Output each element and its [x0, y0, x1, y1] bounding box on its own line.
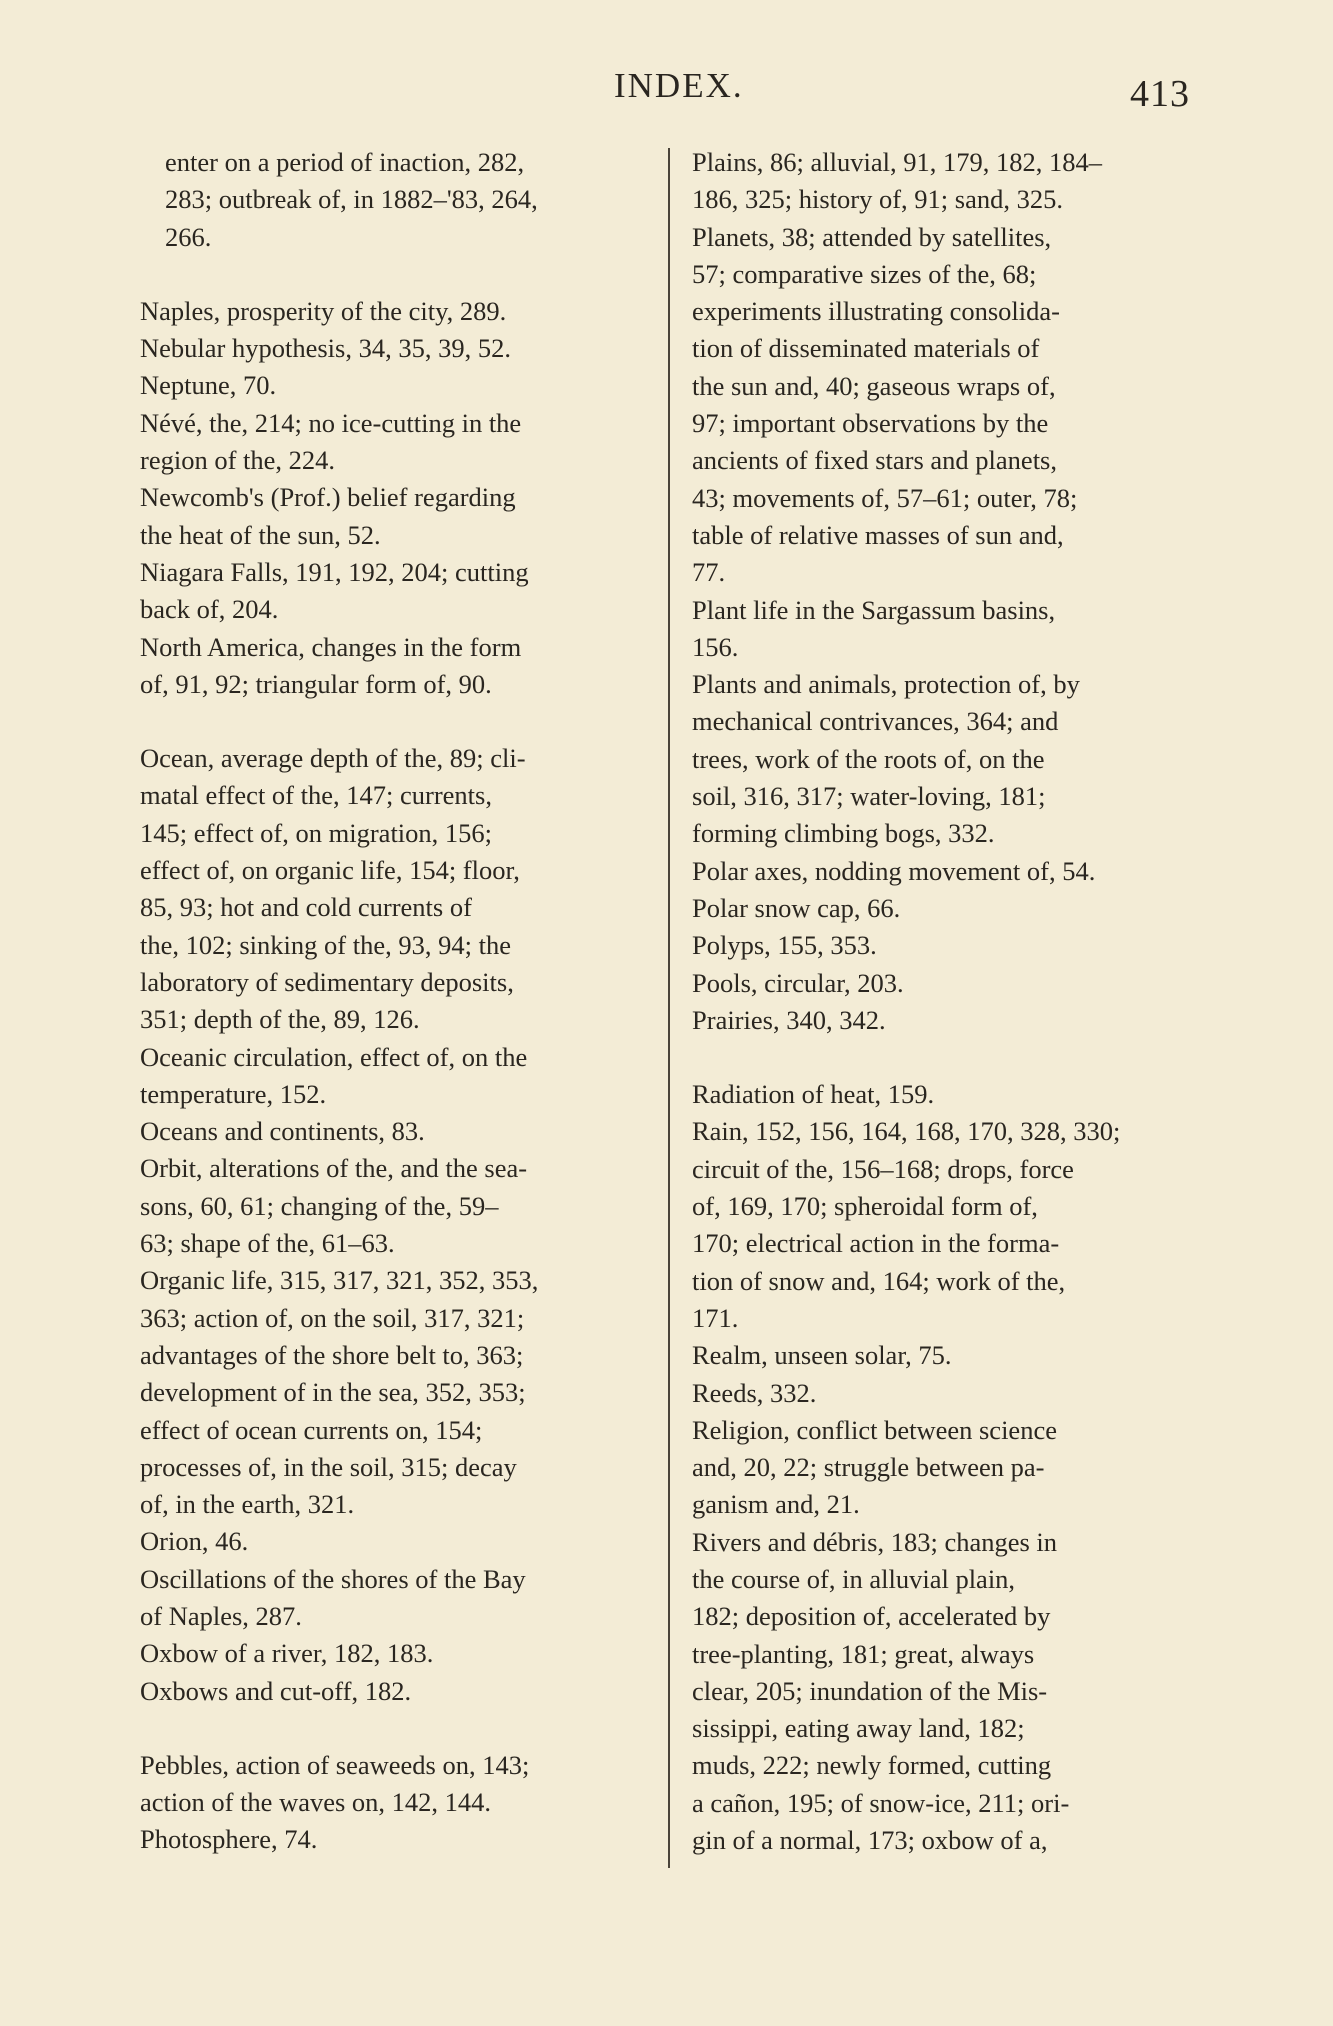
index-entry-line: Orbit, alterations of the, and the sea-: [140, 1153, 528, 1184]
index-entry-line: 77.: [692, 557, 726, 588]
index-entry-line: mechanical contrivances, 364; and: [692, 706, 1059, 737]
index-entry-line: Névé, the, 214; no ice-cutting in the: [140, 407, 522, 438]
index-entry-line: laboratory of sedimentary deposits,: [140, 966, 514, 997]
index-entry-line: Neptune, 70.: [140, 370, 277, 401]
index-entry-line: Plains, 86; alluvial, 91, 179, 182, 184–: [692, 147, 1102, 177]
index-entry-line: the course of, in alluvial plain,: [692, 1563, 1016, 1594]
index-entry: [692, 1412, 1197, 1524]
index-entry-line: 85, 93; hot and cold currents of: [140, 892, 472, 923]
index-entry-line: muds, 222; newly formed, cutting: [692, 1750, 1052, 1781]
index-entry-line: Rivers and débris, 183; changes in: [692, 1526, 1058, 1557]
index-entry-line: 182; deposition of, accelerated by: [692, 1601, 1051, 1632]
index-entry-line: effect of, on organic life, 154; floor,: [140, 855, 520, 886]
index-entry: [140, 405, 655, 480]
index-entry-line: the sun and, 40; gaseous wraps of,: [692, 370, 1056, 401]
index-entry: [692, 1337, 1197, 1374]
index-entry-line: 97; important observations by the: [692, 408, 1049, 439]
index-entry-line: Oscillations of the shores of the Bay: [140, 1563, 526, 1594]
index-entry: [692, 1375, 1197, 1412]
index-entry: [692, 666, 1197, 852]
index-entry: [140, 1821, 655, 1858]
index-entry-line: Pebbles, action of seaweeds on, 143;: [140, 1749, 530, 1780]
index-entry-line: table of relative masses of sun and,: [692, 519, 1064, 550]
index-entry-line: Polar axes, nodding movement of, 54.: [692, 855, 1096, 886]
index-entry: [140, 1635, 655, 1672]
index-entry-line: a cañon, 195; of snow-ice, 211; ori-: [692, 1787, 1070, 1818]
index-entry-line: Naples, prosperity of the city, 289.: [140, 295, 507, 326]
index-entry: [140, 1150, 655, 1262]
index-entry-line: Religion, conflict between science: [692, 1414, 1057, 1445]
index-entry-line: circuit of the, 156–168; drops, force: [692, 1153, 1074, 1184]
column-divider-rule: [668, 148, 670, 1868]
index-column-left: [140, 144, 655, 1859]
index-entry-line: action of the waves on, 142, 144.: [140, 1787, 492, 1818]
index-entry: [692, 927, 1197, 964]
index-entry-line: Plant life in the Sargassum basins,: [692, 594, 1056, 625]
index-entry-line: back of, 204.: [140, 594, 279, 625]
index-entry: [692, 592, 1197, 667]
index-entry-line: Pools, circular, 203.: [692, 967, 904, 998]
index-entry: [140, 1747, 655, 1822]
index-entry: [140, 144, 655, 256]
index-entry-line: ganism and, 21.: [692, 1489, 860, 1520]
index-entry-line: sissippi, eating away land, 182;: [692, 1713, 1025, 1744]
index-entry-line: Polar snow cap, 66.: [692, 892, 901, 923]
index-entry: [140, 293, 655, 330]
index-entry-line: tion of snow and, 164; work of the,: [692, 1265, 1066, 1296]
index-entry-line: Radiation of heat, 159.: [692, 1079, 935, 1110]
index-entry-line: processes of, in the soil, 315; decay: [140, 1451, 517, 1482]
index-entry: [140, 554, 655, 629]
index-entry-line: ancients of fixed stars and planets,: [692, 445, 1057, 476]
index-entry: [140, 1523, 655, 1560]
index-entry: [140, 740, 655, 1038]
index-entry: [140, 367, 655, 404]
index-entry-line: Oceans and continents, 83.: [140, 1116, 425, 1147]
index-entry-line: 57; comparative sizes of the, 68;: [692, 258, 1037, 289]
index-entry-line: 170; electrical action in the forma-: [692, 1228, 1060, 1259]
index-entry-line: Realm, unseen solar, 75.: [692, 1340, 952, 1371]
index-entry-line: Reeds, 332.: [692, 1377, 817, 1408]
index-entry-line: effect of ocean currents on, 154;: [140, 1414, 483, 1445]
index-entry-line: soil, 316, 317; water-loving, 181;: [692, 781, 1046, 812]
index-entry: [692, 890, 1197, 927]
index-entry-line: the, 102; sinking of the, 93, 94; the: [140, 929, 511, 960]
index-entry: [140, 330, 655, 367]
index-entry-line: Rain, 152, 156, 164, 168, 170, 328, 330;: [692, 1116, 1121, 1147]
index-entry-line: Orion, 46.: [140, 1526, 249, 1557]
index-entry: [140, 1262, 655, 1523]
index-entry-line: Ocean, average depth of the, 89; cli-: [140, 743, 526, 774]
index-column-right: [692, 144, 1197, 1859]
index-entry: [692, 1002, 1197, 1039]
index-entry-line: 156.: [692, 631, 739, 662]
index-entry: [692, 853, 1197, 890]
index-entry-line: 63; shape of the, 61–63.: [140, 1228, 395, 1259]
index-entry-line: and, 20, 22; struggle between pa-: [692, 1452, 1045, 1483]
index-entry-line: 283; outbreak of, in 1882–'83, 264,: [165, 184, 538, 215]
index-entry-line: Photosphere, 74.: [140, 1824, 318, 1855]
index-entry-line: of, 91, 92; triangular form of, 90.: [140, 668, 492, 699]
index-entry-line: tree-planting, 181; great, always: [692, 1638, 1035, 1669]
index-entry-line: clear, 205; inundation of the Mis-: [692, 1675, 1048, 1706]
page-header: [0, 66, 1333, 116]
index-entry: [692, 1524, 1197, 1860]
index-entry-line: forming climbing bogs, 332.: [692, 818, 995, 849]
index-entry-line: Nebular hypothesis, 34, 35, 39, 52.: [140, 333, 511, 364]
index-entry-line: Newcomb's (Prof.) belief regarding: [140, 482, 516, 513]
index-entry-line: the heat of the sun, 52.: [140, 519, 381, 550]
index-entry-line: trees, work of the roots of, on the: [692, 743, 1045, 774]
index-entry-line: advantages of the shore belt to, 363;: [140, 1339, 524, 1370]
index-entry-line: Plants and animals, protection of, by: [692, 669, 1080, 700]
index-entry-line: region of the, 224.: [140, 445, 336, 476]
index-entry-line: 363; action of, on the soil, 317, 321;: [140, 1302, 525, 1333]
page-number: 413: [1130, 73, 1190, 115]
index-entry-line: 186, 325; history of, 91; sand, 325.: [692, 184, 1063, 215]
index-entry-line: of, 169, 170; spheroidal form of,: [692, 1191, 1038, 1222]
index-entry: [692, 965, 1197, 1002]
index-entry-line: sons, 60, 61; changing of the, 59–: [140, 1190, 499, 1221]
index-entry-line: of Naples, 287.: [140, 1600, 302, 1631]
index-entry-line: Polyps, 155, 353.: [692, 930, 877, 961]
index-entry-line: development of in the sea, 352, 353;: [140, 1377, 526, 1408]
index-entry-line: Oxbow of a river, 182, 183.: [140, 1638, 434, 1669]
index-entry-line: 266.: [165, 221, 212, 252]
index-entry-line: temperature, 152.: [140, 1078, 327, 1109]
index-entry-line: 43; movements of, 57–61; outer, 78;: [692, 482, 1078, 513]
index-entry-line: 351; depth of the, 89, 126.: [140, 1004, 420, 1035]
index-entry: [140, 1113, 655, 1150]
index-entry: [692, 1113, 1197, 1337]
index-entry-line: experiments illustrating consolida-: [692, 296, 1060, 327]
index-entry-line: matal effect of the, 147; currents,: [140, 780, 492, 811]
index-entry: [140, 1039, 655, 1114]
index-entry: [692, 144, 1197, 219]
index-entry: [692, 1076, 1197, 1113]
index-entry-line: Planets, 38; attended by satellites,: [692, 221, 1052, 252]
index-entry-line: Niagara Falls, 191, 192, 204; cutting: [140, 556, 529, 587]
index-entry-line: gin of a normal, 173; oxbow of a,: [692, 1825, 1048, 1856]
index-entry-line: Oceanic circulation, effect of, on the: [140, 1041, 528, 1072]
running-header-title: INDEX.: [614, 66, 744, 105]
index-entry-line: enter on a period of inaction, 282,: [165, 147, 525, 177]
index-entry-line: of, in the earth, 321.: [140, 1489, 355, 1520]
index-entry: [140, 479, 655, 554]
index-entry-line: Prairies, 340, 342.: [692, 1004, 886, 1035]
index-entry-line: Oxbows and cut-off, 182.: [140, 1675, 412, 1706]
index-entry-line: 171.: [692, 1302, 739, 1333]
index-entry-line: tion of disseminated materials of: [692, 333, 1040, 364]
index-entry-line: North America, changes in the form: [140, 631, 522, 662]
index-entry: [140, 1561, 655, 1636]
index-entry: [692, 219, 1197, 592]
index-entry: [140, 1673, 655, 1710]
index-entry-line: Organic life, 315, 317, 321, 352, 353,: [140, 1265, 539, 1296]
index-entry-line: 145; effect of, on migration, 156;: [140, 817, 493, 848]
index-entry: [140, 629, 655, 704]
